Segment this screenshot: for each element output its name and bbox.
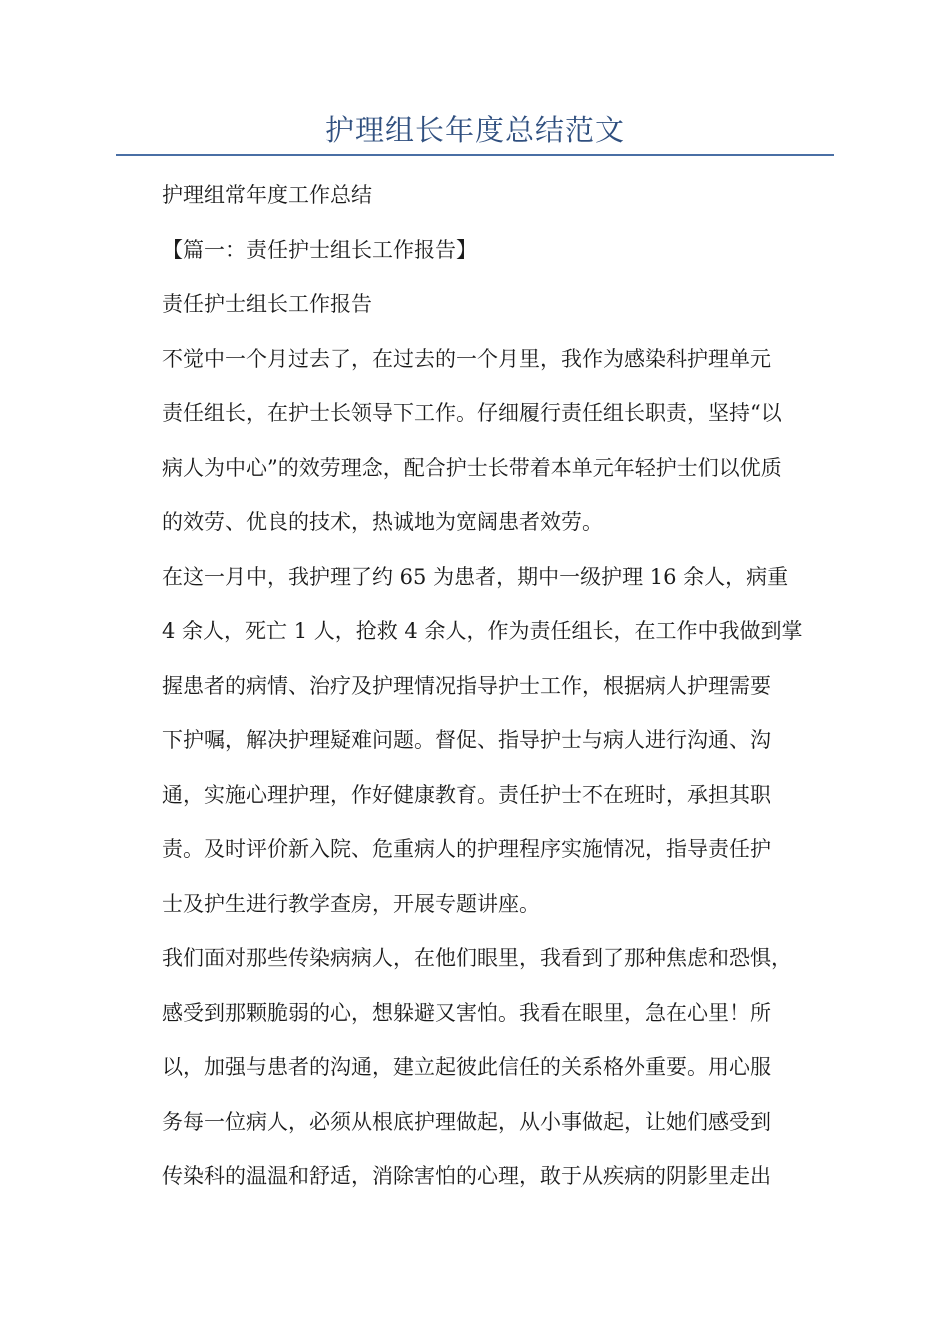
text-line: 我们面对那些传染病病人，在他们眼里，我看到了那种焦虑和恐惧， [162,946,792,970]
text-line: 通，实施心理护理，作好健康教育。责任护士不在班时，承担其职 [162,782,771,807]
text-line: 不觉中一个月过去了，在过去的一个月里，我作为感染科护理单元 [162,346,771,371]
text-line: 的效劳、优良的技术，热诚地为宽阔患者效劳。 [162,510,603,534]
text-line: 务每一位病人，必须从根底护理做起，从小事做起，让她们感受到 [162,1109,771,1134]
text-line: 在这一月中，我护理了约 65 为患者，期中一级护理 16 余人，病重 [162,564,789,589]
text-line: 责任护士组长工作报告 [162,292,372,316]
text-line: 握患者的病情、治疗及护理情况指导护士工作，根据病人护理需要 [162,673,771,698]
text-line: 4 余人，死亡 1 人，抢救 4 余人，作为责任组长，在工作中我做到掌 [162,619,803,643]
text-line: 【篇一：责任护士组长工作报告】 [162,237,477,262]
text-line: 责任组长，在护士长领导下工作。仔细履行责任组长职责，坚持“以 [162,401,782,425]
text-line: 下护嘱，解决护理疑难问题。督促、指导护士与病人进行沟通、沟 [162,728,771,752]
text-line: 护理组常年度工作总结 [162,183,372,207]
document-title: 护理组长年度总结范文 [324,113,625,147]
document-body [162,168,842,1204]
text-line: 责。及时评价新入院、危重病人的护理程序实施情况，指导责任护 [162,837,771,861]
text-line: 传染科的温温和舒适，消除害怕的心理，敢于从疾病的阴影里走出 [162,1164,771,1188]
text-line: 感受到那颗脆弱的心，想躲避又害怕。我看在眼里，急在心里！所 [162,1000,771,1025]
title-underline [116,154,834,156]
text-line: 病人为中心”的效劳理念，配合护士长带着本单元年轻护士们以优质 [162,455,782,480]
text-line: 士及护生进行教学查房，开展专题讲座。 [162,891,540,916]
text-line: 以，加强与患者的沟通，建立起彼此信任的关系格外重要。用心服 [162,1055,771,1079]
